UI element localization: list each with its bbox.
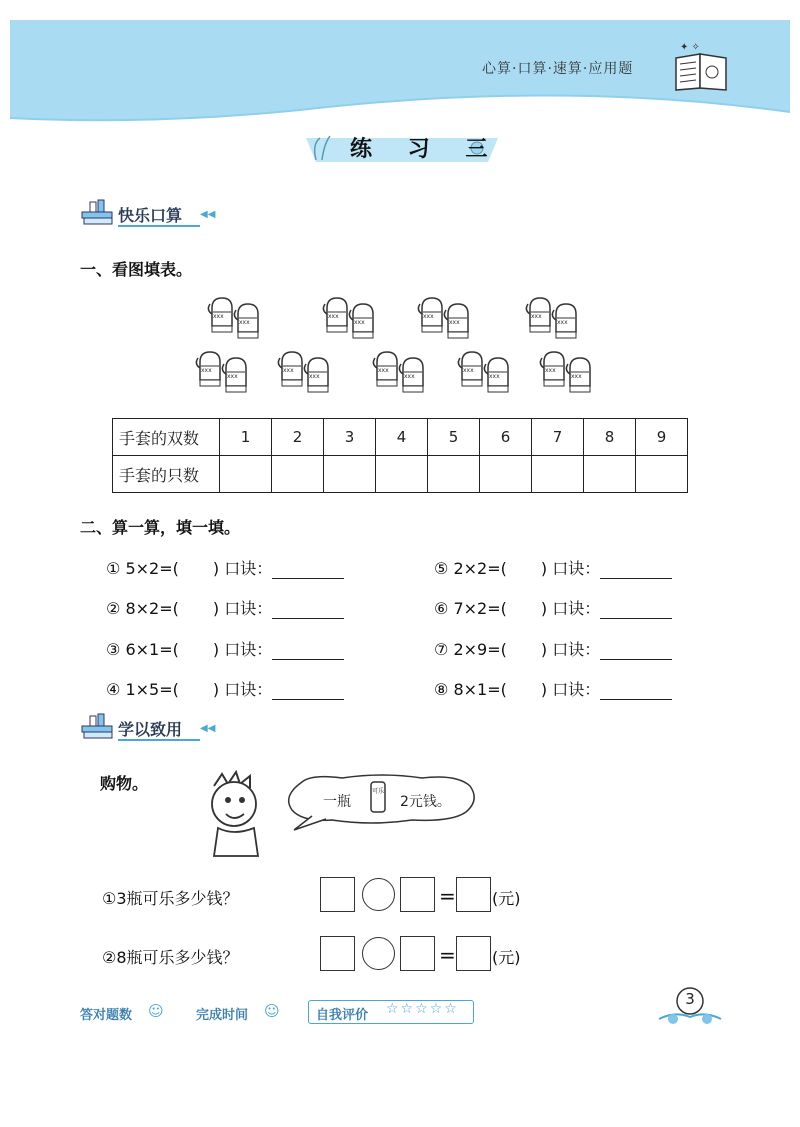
problem-expr: 8×1=( (453, 680, 507, 699)
equals-sign: = (439, 884, 456, 908)
rhyme-label: 口诀： (552, 680, 601, 699)
answer-cell[interactable] (480, 456, 532, 493)
problem-expr: 1×5=( (125, 680, 179, 699)
problem-number: ⑤ (434, 559, 449, 578)
answer-cell[interactable] (428, 456, 480, 493)
section-label-apply: 学以致用 (118, 720, 183, 739)
section-label-happy-calc: 快乐口算 (118, 206, 183, 225)
rhyme-label: 口诀： (552, 599, 601, 618)
table-row (113, 456, 688, 493)
self-eval-label: 自我评价 (316, 1008, 369, 1023)
problem-8 (434, 677, 672, 700)
rhyme-blank[interactable] (272, 602, 344, 619)
table-cell: 8 (584, 419, 636, 456)
rhyme-label: 口诀： (224, 599, 273, 618)
q1-heading: 一、看图填表。 (80, 260, 193, 279)
answer-cell[interactable] (376, 456, 428, 493)
table-cell: 9 (636, 419, 688, 456)
section-underline (118, 225, 200, 227)
footer-time: 完成时间 (196, 1008, 249, 1023)
unit-label: (元) (492, 889, 521, 908)
smiley-icon: ☺ (148, 1002, 164, 1020)
table-cell: 6 (480, 419, 532, 456)
answer-box[interactable] (320, 936, 355, 971)
problem-number: ⑧ (434, 680, 449, 699)
table-cell: 4 (376, 419, 428, 456)
answer-cell[interactable] (636, 456, 688, 493)
problem-expr: 5×2=( (125, 559, 179, 578)
problem-close: ) (540, 559, 548, 578)
problem-expr: 2×9=( (453, 640, 507, 659)
problem-close: ) (212, 640, 220, 659)
answer-cell[interactable] (324, 456, 376, 493)
page-title: 练 习 三 (350, 137, 502, 162)
rhyme-label: 口诀： (552, 640, 601, 659)
equals-sign: = (439, 943, 456, 967)
problem-close: ) (212, 680, 220, 699)
problem-close: ) (540, 680, 548, 699)
rhyme-blank[interactable] (600, 562, 672, 579)
table-cell: 5 (428, 419, 480, 456)
problem-7 (434, 637, 672, 660)
bubble-text-left: 一瓶 (323, 794, 351, 810)
rhyme-label: 口诀： (552, 559, 601, 578)
problem-number: ⑦ (434, 640, 449, 659)
answer-cell[interactable] (220, 456, 272, 493)
smiley-icon: ☺ (264, 1002, 280, 1020)
rhyme-blank[interactable] (272, 643, 344, 660)
problem-close: ) (212, 559, 220, 578)
rhyme-blank[interactable] (272, 683, 344, 700)
footer-correct-count: 答对题数 (80, 1008, 133, 1023)
bottle-label: 可乐 (372, 788, 385, 795)
cola-bottle-icon (368, 780, 388, 814)
rhyme-label: 口诀： (224, 640, 273, 659)
mittens-illustration: xxx (180, 290, 600, 400)
table-row (113, 419, 688, 456)
arrows-icon: ◀◀ (200, 723, 216, 734)
books-icon (80, 198, 120, 228)
operator-circle[interactable] (362, 878, 395, 911)
rhyme-blank[interactable] (600, 602, 672, 619)
problem-number: ③ (106, 640, 121, 659)
answer-box[interactable] (320, 877, 355, 912)
row1-label: 手套的双数 (113, 419, 220, 456)
rhyme-blank[interactable] (600, 643, 672, 660)
page-number: 3 (685, 990, 695, 1008)
problem-4 (106, 677, 344, 700)
answer-box[interactable] (456, 936, 491, 971)
shopping-question-2: ②8瓶可乐多少钱？ (102, 948, 239, 967)
problem-number: ④ (106, 680, 121, 699)
q2-heading: 二、算一算，填一填。 (80, 518, 241, 537)
table-cell: 2 (272, 419, 324, 456)
rhyme-label: 口诀： (224, 559, 273, 578)
boy-illustration (200, 770, 270, 860)
problem-6 (434, 596, 672, 619)
shopping-heading: 购物。 (100, 774, 149, 793)
stars-rating[interactable]: ☆☆☆☆☆ (386, 1001, 459, 1017)
series-title: 心算·口算·速算·应用题 (482, 61, 634, 77)
row2-label: 手套的只数 (113, 456, 220, 493)
problem-close: ) (540, 599, 548, 618)
answer-cell[interactable] (272, 456, 324, 493)
problem-1 (106, 556, 344, 579)
section-underline (118, 739, 200, 741)
problem-number: ② (106, 599, 121, 618)
problem-number: ① (106, 559, 121, 578)
problem-close: ) (540, 640, 548, 659)
problem-expr: 7×2=( (453, 599, 507, 618)
shopping-question-1: ①3瓶可乐多少钱？ (102, 889, 239, 908)
problem-5 (434, 556, 672, 579)
rhyme-blank[interactable] (600, 683, 672, 700)
rhyme-label: 口诀： (224, 680, 273, 699)
books-icon (80, 712, 120, 742)
table-cell: 7 (532, 419, 584, 456)
unit-label: (元) (492, 948, 521, 967)
answer-box[interactable] (400, 877, 435, 912)
answer-cell[interactable] (584, 456, 636, 493)
problem-expr: 8×2=( (125, 599, 179, 618)
problem-expr: 6×1=( (125, 640, 179, 659)
rhyme-blank[interactable] (272, 562, 344, 579)
answer-box[interactable] (456, 877, 491, 912)
table-cell: 3 (324, 419, 376, 456)
problem-3 (106, 637, 344, 660)
svg-text:✦ ✧: ✦ ✧ (680, 42, 700, 53)
answer-box[interactable] (400, 936, 435, 971)
operator-circle[interactable] (362, 937, 395, 970)
problem-close: ) (212, 599, 220, 618)
problem-2 (106, 596, 344, 619)
glove-table (112, 418, 688, 493)
problem-expr: 2×2=( (453, 559, 507, 578)
book-icon (672, 40, 732, 92)
answer-cell[interactable] (532, 456, 584, 493)
arrows-icon: ◀◀ (200, 209, 216, 220)
table-cell: 1 (220, 419, 272, 456)
problem-number: ⑥ (434, 599, 449, 618)
bubble-text-right: 2元钱。 (400, 794, 451, 810)
